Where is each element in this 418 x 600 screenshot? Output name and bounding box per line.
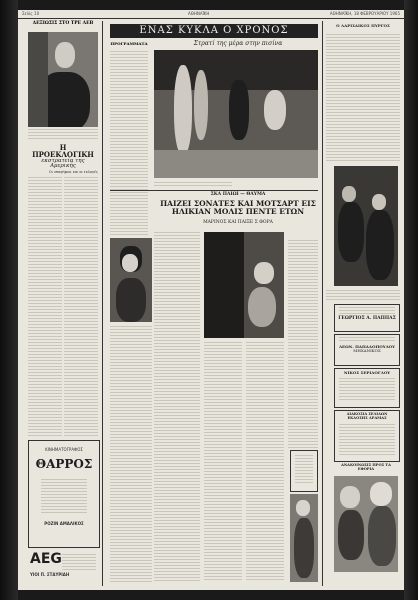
right-body-top (326, 34, 400, 162)
middle-col-c (246, 342, 284, 582)
notice-papadopoulou (334, 334, 400, 366)
left-body-col-2 (64, 177, 98, 437)
aeg-details (62, 554, 96, 570)
aeg-small: ΥΙΟΙ Π. ΣΤΑΥΡΙΔΗ (30, 572, 70, 577)
children-photo (334, 476, 398, 572)
photo-caption-lines (28, 129, 98, 139)
notice-eforia (334, 464, 398, 474)
masthead (18, 10, 404, 17)
pool-photo (154, 50, 318, 178)
notice-papadopoulou-name: ΛΕΩΝ. ΠΑΠΑΔΟΠΟΥΛΟΥ (338, 344, 396, 349)
program-title: ΠΡΟΓΡΑΜΜΑΤΑ (110, 41, 148, 49)
tharros-details (41, 479, 87, 513)
left-headline: Η ΠΡΟΕΚΛΟΓΙΚΗ (32, 143, 94, 160)
middle-col-d (288, 240, 318, 370)
middle-kicker: ΣΚΑ ΠΑΙΩΙ — ΘΑΥΜΑ (210, 192, 266, 197)
notice-drama (334, 410, 400, 462)
fashion-photo (290, 494, 318, 582)
left-body-col-1 (28, 177, 62, 437)
aeg-logo: AEG (30, 551, 62, 567)
politician-photo (28, 32, 98, 127)
page-number: Σελίς 10 (22, 11, 40, 16)
middle-small-box (290, 450, 318, 492)
tharros-ad (28, 440, 100, 548)
center-banner: ΕΝΑΣ ΚΥΚΛΑ Ο ΧΡΟΝΟΣ (110, 24, 318, 38)
page-left-edge (0, 0, 18, 600)
notice-seridoglou (334, 368, 400, 408)
tharros-small: ΡΟΖΙΝ ΑΜΑΛΙΚΟΣ (44, 520, 84, 526)
middle-subhead: ΜΑΡΙΝΟΣ ΚΑΙ ΠΑΙΞΕ Σ ΦΟΡΑ (203, 220, 273, 225)
page-right-edge (404, 0, 418, 600)
middle-col-prog (110, 326, 152, 582)
middle-col-b (204, 342, 242, 582)
col-rule-2 (322, 21, 323, 586)
left-headline-block (28, 142, 98, 170)
aeg-ad (28, 550, 98, 580)
notice-seridoglou-name: ΝΙΚΟΣ ΣΕΡΙΔΟΓΛΟΥ (343, 370, 391, 375)
left-kicker: ΔΕΞΙΩΣΙΣ ΣΤΟ ΤΡΕ ΛΕΒ (28, 21, 98, 29)
middle-rule (110, 190, 318, 191)
paper-name: ΑΘΗΝΑΪΚΗ (188, 11, 210, 16)
under-photo-line (154, 182, 232, 186)
notice-drama-title: ΔΙΑΚΟΣΙΑ ΣΕΛΙΔΩΝ ΕΚΔΟΣΗΣ ΔΡΑΜΑΣ (346, 412, 388, 420)
tharros-title: ΘΑΡΡΟΣ (35, 457, 93, 471)
left-caption: Οι υποψήφιοι και οι εκλογές (48, 170, 98, 174)
notice-papas-name: ΓΕΩΡΓΙΟΣ Α. ΠΑΠΠΑΣ (338, 316, 396, 321)
notice-profession: ΜΗΧΑΝΙΚΟΣ (353, 348, 381, 354)
middle-headline: ΠΑΙΖΕΙ ΣΟΝΑΤΕΣ ΚΑΙ ΜΟΤΣΑΡΤ ΕΙΣ ΗΛΙΚΙΑΝ ΜΟΛΙΣ ΠΕΝΤΕ ΕΤΩΝ (160, 199, 316, 217)
singers-caption (326, 290, 400, 300)
fashion-caption (288, 372, 318, 448)
notice-papas (334, 304, 400, 332)
notice-eforia-title: ΑΝΑΚΟΙΝΩΣΙΣ ΠΡΟΣ ΤΑ ΕΦΟΡΙΑ (341, 463, 391, 471)
top-photo-caption: Στρατί της μέρα στην πισίνα (193, 40, 283, 47)
page-date: ΑΘΗΝΑΪΚΗ, 18 ΦΕΒΡΟΥΑΡΙΟΥ 1965 (329, 11, 400, 16)
tharros-prefix: ΚΙΝΗΜΑΤΟΓΡΑΦΟΣ (45, 447, 83, 452)
masthead-rule (18, 18, 404, 19)
singers-photo (334, 166, 398, 286)
col-rule-1 (102, 21, 103, 586)
left-headline-sub: εκστρατεία της Αμερικής (41, 157, 85, 170)
right-kicker: Ο ΛΑΡΙΣΑΙΚΟΣ ΠΥΡΓΟΣ (336, 23, 390, 28)
program-listings (110, 51, 148, 237)
child-piano-photo (204, 232, 284, 338)
woman-portrait-photo (110, 238, 152, 322)
newspaper-page (18, 10, 404, 590)
middle-col-a (154, 232, 200, 582)
